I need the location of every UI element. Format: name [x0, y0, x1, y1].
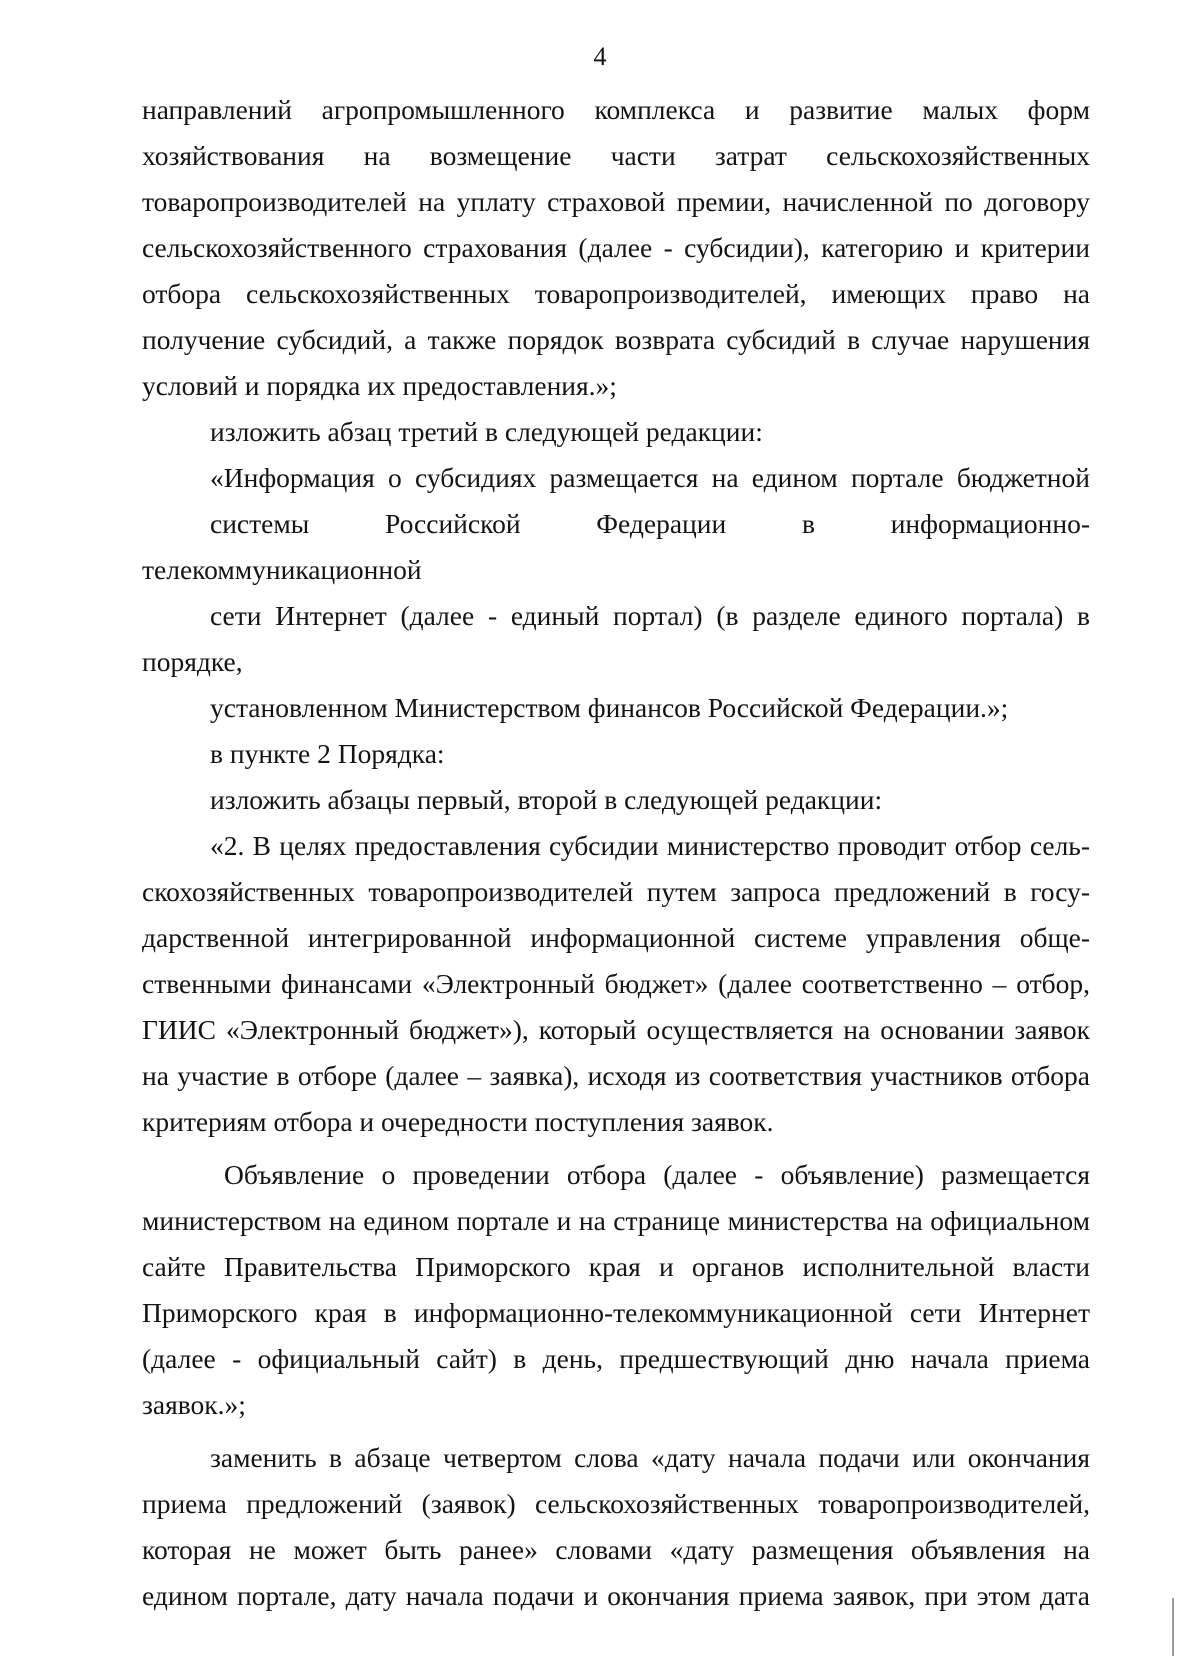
- text-line: критериям отбора и очередности поступления заявок.: [142, 1106, 774, 1137]
- text-line: товаропроизводителей на уплату страховой премии, начисленной по договору: [142, 186, 1090, 217]
- text-line: Объявление о проведении отбора (далее - объявление) размещается: [224, 1159, 1090, 1190]
- text-line: которая не может быть ранее» словами «дату размещения объявления на: [142, 1534, 1090, 1565]
- scan-edge-mark: [1172, 1598, 1174, 1656]
- text-line: на участие в отборе (далее – заявка), исходя из соответствия участников отбора: [142, 1060, 1090, 1091]
- text-line: получение субсидий, а также порядок возврата субсидий в случае нарушения: [142, 324, 1090, 355]
- text-line: хозяйствования на возмещение части затрат сельскохозяйственных: [142, 140, 1090, 171]
- text-line: сети Интернет (далее - единый портал) (в разделе единого портала) в порядке,: [142, 600, 1090, 677]
- paragraph-gap: [142, 1145, 1090, 1152]
- paragraph-point-2: в пункте 2 Порядка:: [210, 738, 445, 769]
- text-line: сайте Правительства Приморского края и органов исполнительной власти: [142, 1251, 1090, 1282]
- text-line: (далее - официальный сайт) в день, предшествующий дню начала приема: [142, 1343, 1090, 1374]
- text-line: Приморского края в информационно-телекоммуникационной сети Интернет: [142, 1297, 1090, 1328]
- text-line: ГИИС «Электронный бюджет»), который осуществляется на основании заявок: [142, 1014, 1090, 1045]
- text-line: «Информация о субсидиях размещается на едином портале бюджетной: [210, 462, 1090, 493]
- text-line: отбора сельскохозяйственных товаропроизводителей, имеющих право на: [142, 278, 1090, 309]
- text-line: приема предложений (заявок) сельскохозяйственных товаропроизводителей,: [142, 1488, 1090, 1519]
- text-line: системы Российской Федерации в информационно-телекоммуникационной: [142, 508, 1090, 585]
- paragraph-selection-procedure: [142, 823, 1090, 1145]
- paragraph-replacement: [142, 1435, 1090, 1619]
- text-line: ственными финансами «Электронный бюджет» (далее соответственно – отбор,: [142, 968, 1090, 999]
- text-line: едином портале, дату начала подачи и окончания приема заявок, при этом дата: [142, 1580, 1090, 1611]
- paragraph-announcement: [142, 1152, 1090, 1428]
- paragraph-continuation: [142, 87, 1090, 409]
- text-line: заявок.»;: [142, 1389, 246, 1420]
- document-body: [142, 87, 1090, 1619]
- paragraph-instruction-first-second-abzac: изложить абзацы первый, второй в следующей редакции:: [210, 784, 883, 815]
- text-line: условий и порядка их предоставления.»;: [142, 370, 617, 401]
- text-line: заменить в абзаце четвертом слова «дату начала подачи или окончания: [210, 1442, 1090, 1473]
- text-line: «2. В целях предоставления субсидии министерство проводит отбор сель-: [210, 830, 1090, 861]
- paragraph-instruction-third-abzac: изложить абзац третий в следующей редакции:: [210, 416, 763, 447]
- text-line: установленном Министерством финансов Российской Федерации.»;: [210, 692, 1009, 723]
- paragraph-gap: [142, 1428, 1090, 1435]
- text-line: направлений агропромышленного комплекса и развитие малых форм: [142, 94, 1090, 125]
- paragraph-subsidy-information: [142, 455, 1090, 731]
- text-line: скохозяйственных товаропроизводителей путем запроса предложений в госу-: [142, 876, 1090, 907]
- text-line: сельскохозяйственного страхования (далее - субсидии), категорию и критерии: [142, 232, 1090, 263]
- text-line: министерством на едином портале и на странице министерства на официальном: [142, 1205, 1090, 1236]
- page-number: 4: [593, 42, 607, 71]
- text-line: дарственной интегрированной информационной системе управления обще-: [142, 922, 1090, 953]
